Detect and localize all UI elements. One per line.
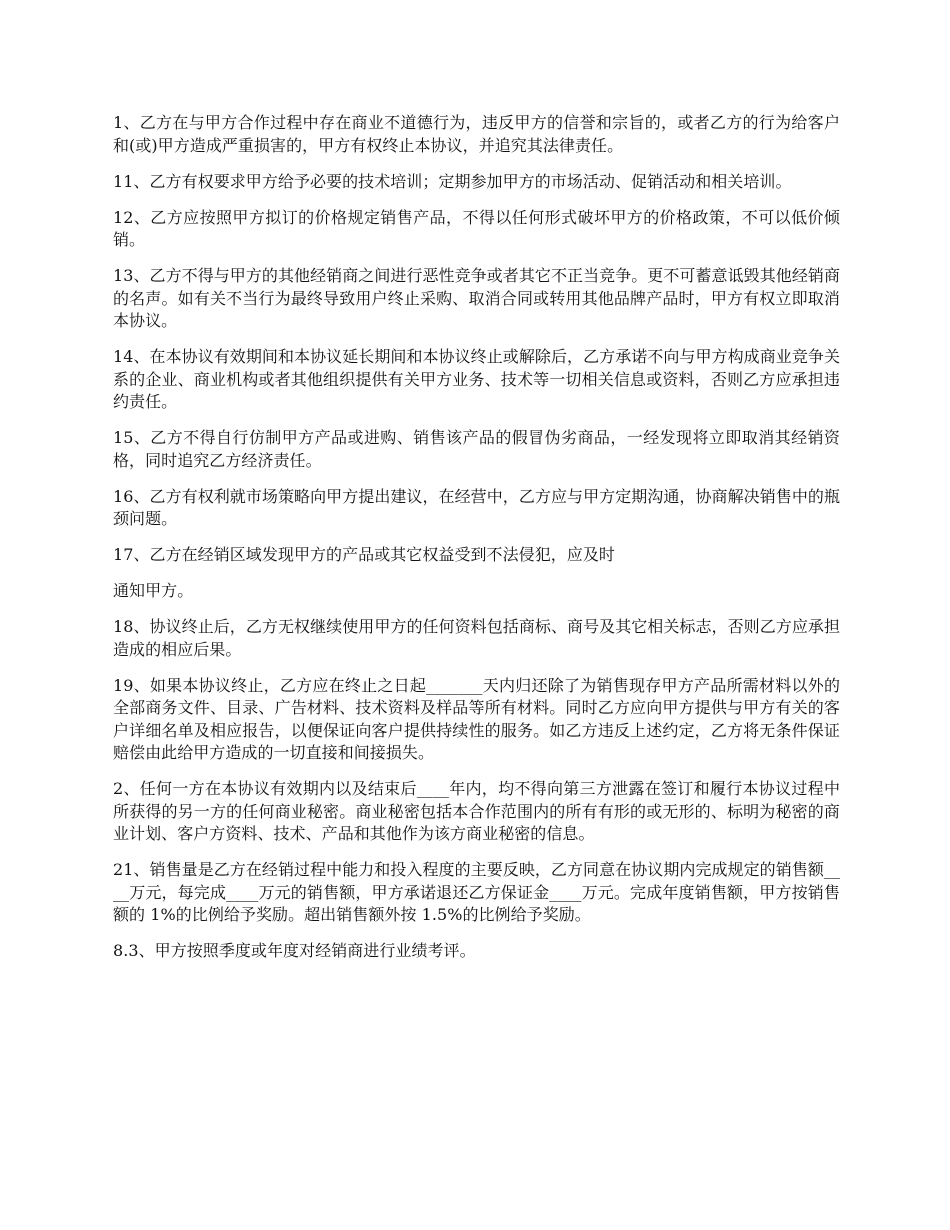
paragraph-clause-17-continued: 通知甲方。 <box>113 581 194 600</box>
paragraph-clause-18: 18、协议终止后，乙方无权继续使用甲方的任何资料包括商标、商号及其它相关标志，否则乙方应承担造成的相应后果。 <box>113 617 840 659</box>
paragraph-clause-21: 21、销售量是乙方在经销过程中能力和投入程度的主要反映，乙方同意在协议期内完成规定的销售额____万元，每完成____万元的销售额，甲方承诺退还乙方保证金____万元。完成年度销售额，甲方按销售额的 1%的比例给予奖励。超出销售额外按 1.5%的比例给予奖励。 <box>113 860 840 924</box>
paragraph-clause-14: 14、在本协议有效期间和本协议延长期间和本协议终止或解除后，乙方承诺不向与甲方构成商业竞争关系的企业、商业机构或者其他组织提供有关甲方业务、技术等一切相关信息或资料，否则乙方应承担违约责任。 <box>113 347 840 411</box>
paragraph-clause-12: 12、乙方应按照甲方拟订的价格规定销售产品，不得以任何形式破坏甲方的价格政策，不可以低价倾销。 <box>113 207 840 249</box>
paragraph-clause-2: 2、任何一方在本协议有效期内以及结束后____年内，均不得向第三方泄露在签订和履行本协议过程中所获得的另一方的任何商业秘密。商业秘密包括本合作范围内的所有有形的或无形的、标明为秘密的商业计划、客户方资料、技术、产品和其他作为该方商业秘密的信息。 <box>113 779 840 843</box>
paragraph-clause-19: 19、如果本协议终止，乙方应在终止之日起_______天内归还除了为销售现存甲方产品所需材料以外的全部商务文件、目录、广告材料、技术资料及样品等所有材料。同时乙方应向甲方提供与甲方有关的客户详细名单及相应报告，以便保证向客户提供持续性的服务。如乙方违反上述约定，乙方将无条件保证赔偿由此给甲方造成的一切直接和间接损失。 <box>113 675 840 762</box>
paragraph-clause-1: 1、乙方在与甲方合作过程中存在商业不道德行为，违反甲方的信誉和宗旨的，或者乙方的行为给客户和(或)甲方造成严重损害的，甲方有权终止本协议，并追究其法律责任。 <box>113 113 840 155</box>
paragraph-clause-16: 16、乙方有权利就市场策略向甲方提出建议，在经营中，乙方应与甲方定期沟通，协商解决销售中的瓶颈问题。 <box>113 486 840 528</box>
paragraph-clause-13: 13、乙方不得与甲方的其他经销商之间进行恶性竞争或者其它不正当竞争。更不可蓄意诋毁其他经销商的名声。如有关不当行为最终导致用户终止采购、取消合同或转用其他品牌产品时，甲方有权立即取消本协议。 <box>113 266 840 330</box>
paragraph-clause-17: 17、乙方在经销区域发现甲方的产品或其它权益受到不法侵犯，应及时 <box>113 545 615 564</box>
paragraph-clause-11: 11、乙方有权要求甲方给予必要的技术培训；定期参加甲方的市场活动、促销活动和相关培训。 <box>113 171 792 191</box>
paragraph-clause-15: 15、乙方不得自行仿制甲方产品或进购、销售该产品的假冒伪劣商品，一经发现将立即取消其经销资格，同时追究乙方经济责任。 <box>113 428 840 470</box>
paragraph-clause-8-3: 8.3、甲方按照季度或年度对经销商进行业绩考评。 <box>113 941 476 960</box>
document-body <box>113 112 840 976</box>
